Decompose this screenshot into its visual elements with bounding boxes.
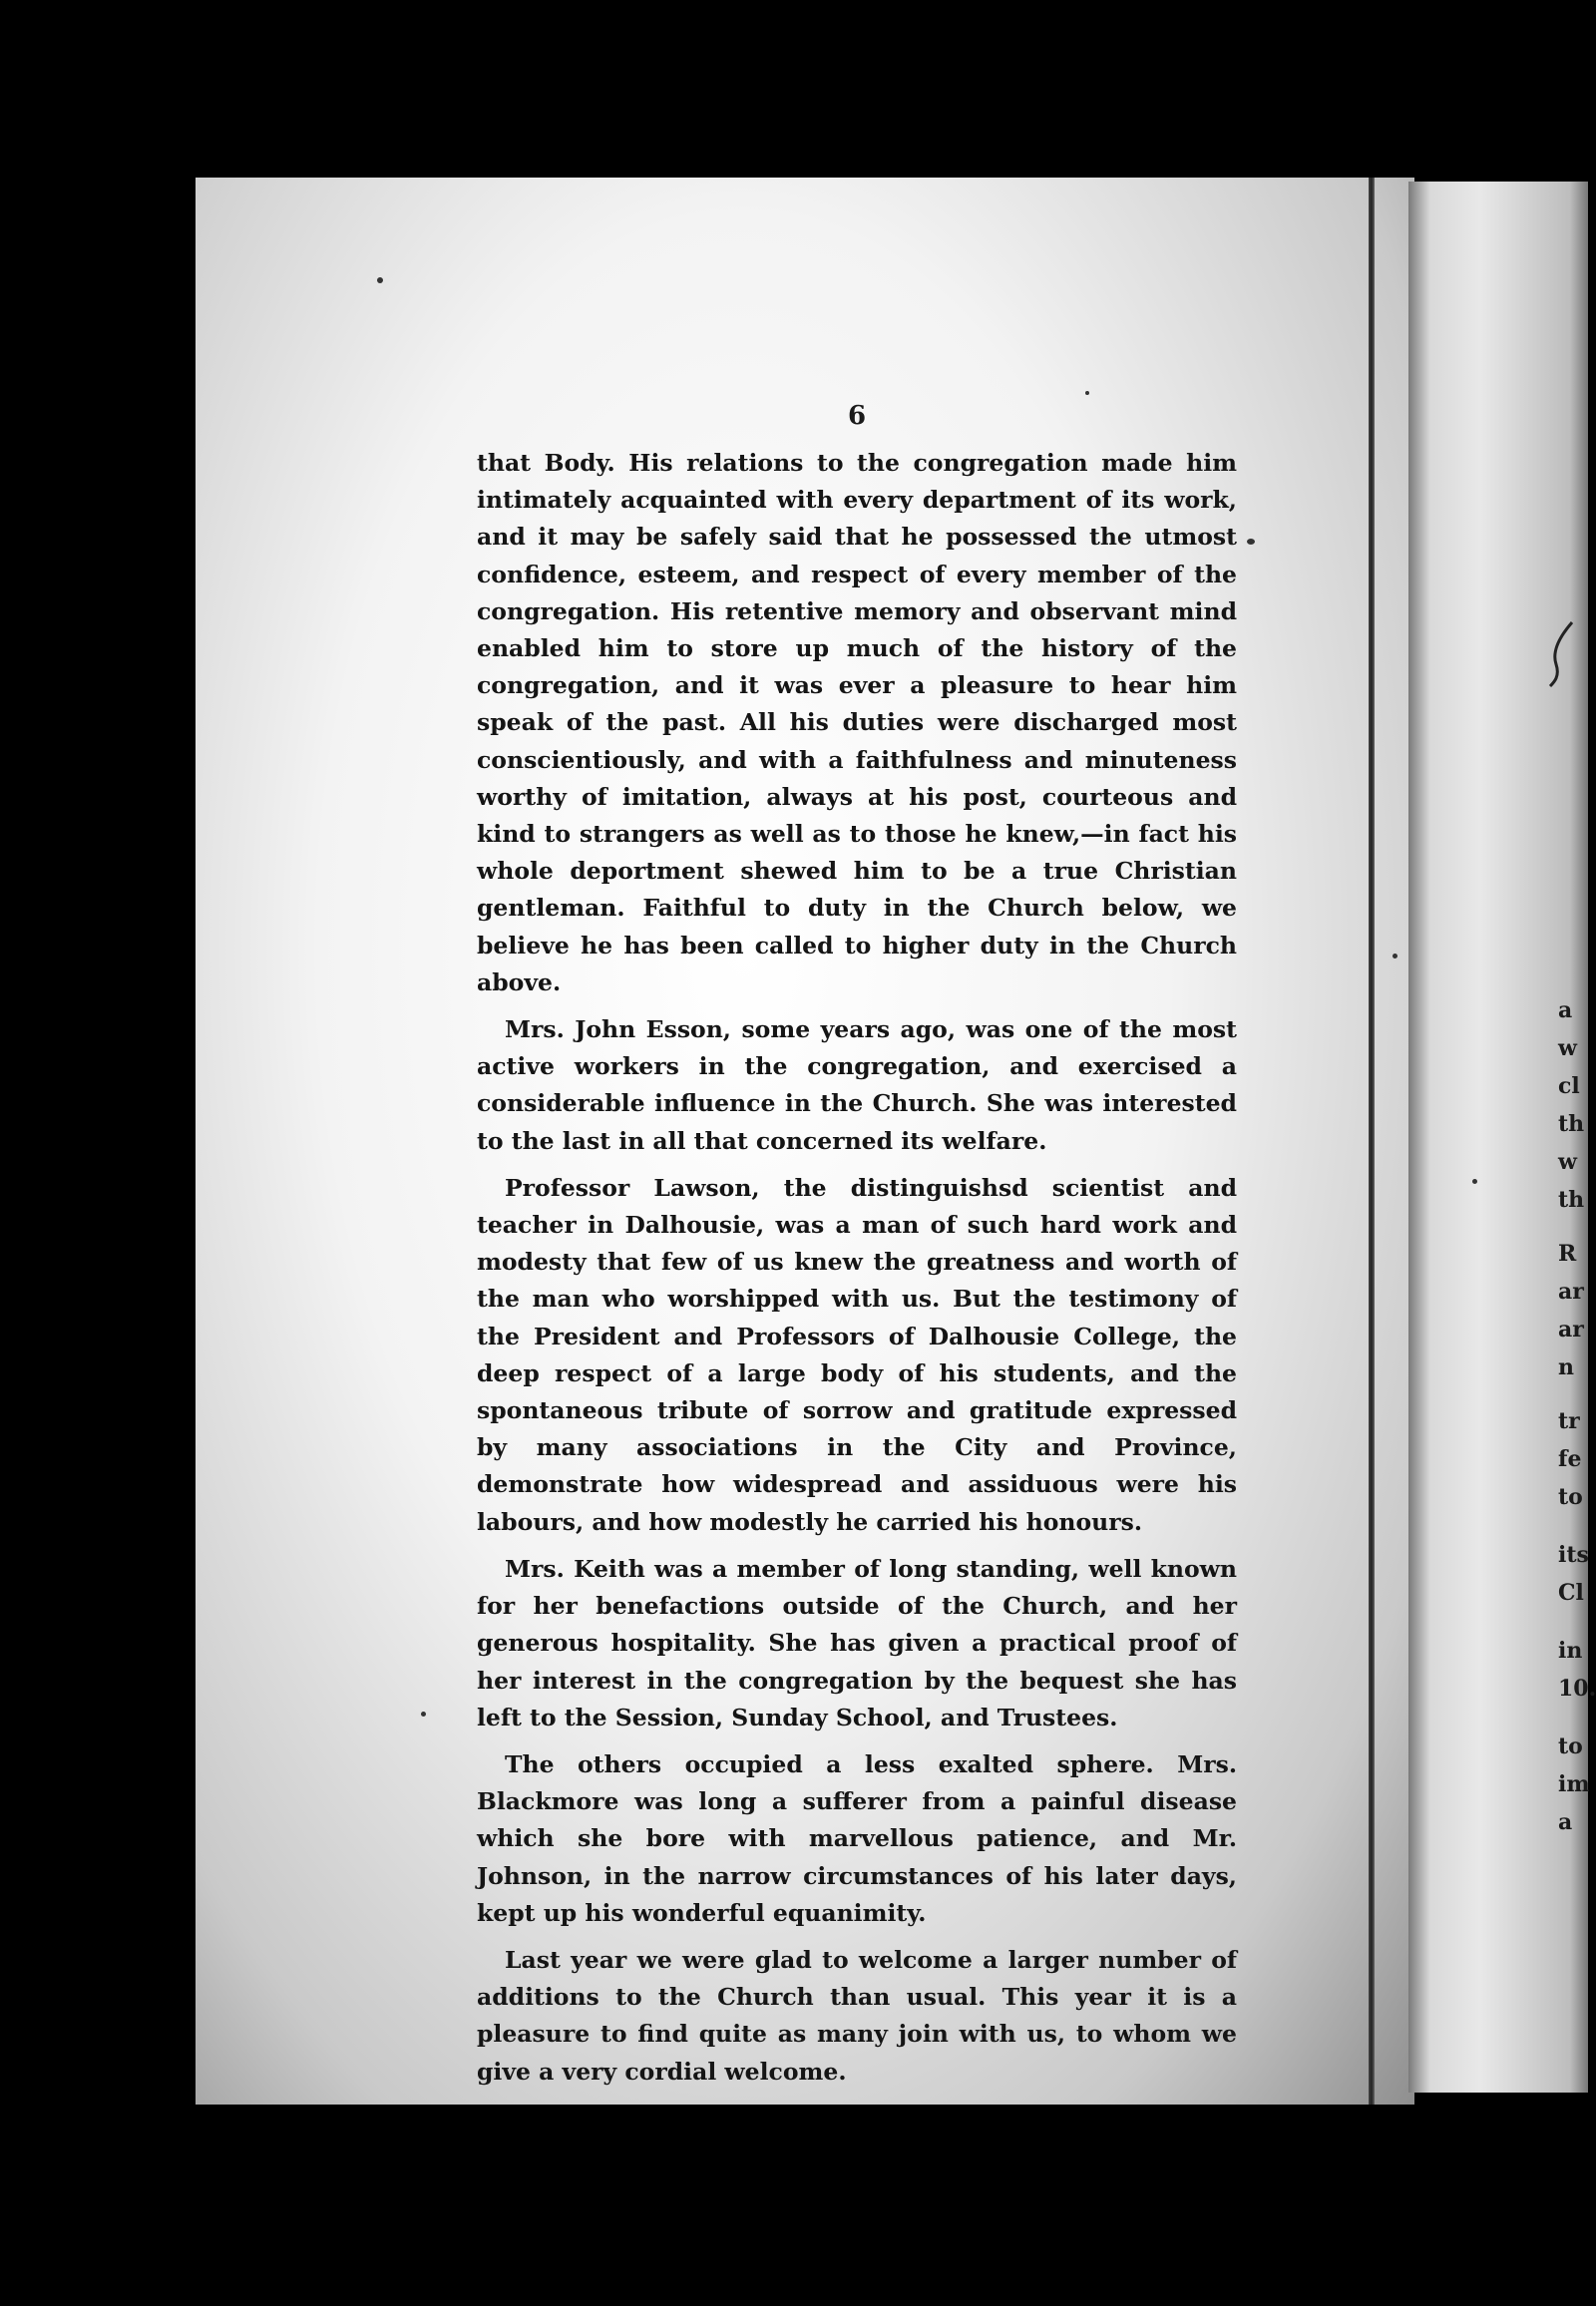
fragment: w bbox=[1558, 1035, 1577, 1061]
page-gutter bbox=[1369, 178, 1375, 2105]
fragment: to bbox=[1558, 1484, 1583, 1510]
speck bbox=[1472, 1179, 1477, 1184]
fragment: to bbox=[1558, 1733, 1583, 1759]
fragment: R bbox=[1558, 1241, 1577, 1267]
speck bbox=[1085, 391, 1089, 395]
fragment: n bbox=[1558, 1354, 1574, 1380]
fragment: th bbox=[1558, 1111, 1585, 1137]
speck bbox=[377, 277, 383, 283]
paragraph-6: Last year we were glad to welcome a larger number of additions to the Church than usual. This year it is a pleasure to find quite as many join with us, to whom we give a very cordial welcome. bbox=[477, 1945, 1237, 2086]
fragment: fe bbox=[1558, 1446, 1582, 1472]
paragraph-5: The others occupied a less exalted sphere. Mrs. Blackmore was long a sufferer from a painful disease which she bore with marvellous patience, and Mr. Johnson, in the narrow circumstances of his later days, kept up his wonderful equanimity. bbox=[477, 1749, 1237, 1927]
page-number: 6 bbox=[848, 401, 867, 431]
fragment: a bbox=[1558, 997, 1573, 1023]
speck bbox=[421, 1712, 426, 1717]
handwritten-mark-icon bbox=[1548, 618, 1578, 688]
fragment: Cl bbox=[1558, 1580, 1584, 1606]
paragraph-2: Mrs. John Esson, some years ago, was one of the most active workers in the congregation, and exercised a considerable influence in the Church. She was interested to the last in all that concerned its welfare. bbox=[477, 1015, 1237, 1155]
fragment: w bbox=[1558, 1149, 1577, 1175]
body-text bbox=[477, 445, 1237, 2101]
paragraph-3: Professor Lawson, the distinguishsd scientist and teacher in Dalhousie, was a man of such hard work and modesty that few of us knew the greatness and worth of the man who worshipped with us. But the testimony of the President and Professors of Dalhousie College, the deep respect of a large body of his students, and the spontaneous tribute of sorrow and gratitude expressed by many associations in the City and Province, demonstrate how widespread and assiduous were his labours, and how modestly he carried his honours. bbox=[477, 1173, 1237, 1536]
fragment: cl bbox=[1558, 1073, 1580, 1099]
paragraph-1: that Body. His relations to the congregation made him intimately acquainted with every department of its work, and it may be safely said that he possessed the utmost confidence, esteem, and respect of every member of the congregation. His retentive memory and observant mind enabled him to store up much of the history of the congregation, and it was ever a pleasure to hear him speak of the past. All his duties were discharged most conscientiously, and with a faithfulness and minuteness worthy of imitation, always at his post, courteous and kind to strangers as well as to those he knew,—in fact his whole deportment shewed him to be a true Christian gentleman. Faithful to duty in the Church below, we believe he has been called to higher duty in the Church above. bbox=[477, 449, 1237, 996]
fragment: ar bbox=[1558, 1317, 1584, 1343]
facing-page bbox=[1408, 182, 1588, 2093]
fragment: its bbox=[1558, 1542, 1589, 1568]
fragment: th bbox=[1558, 1187, 1585, 1213]
paragraph-4: Mrs. Keith was a member of long standing, well known for her benefactions outside of the Church, and her generous hospitality. She has given a practical proof of her interest in the congregation by the bequest she has left to the Session, Sunday School, and Trustees. bbox=[477, 1554, 1237, 1731]
speck bbox=[1393, 954, 1397, 959]
fragment: im bbox=[1558, 1771, 1590, 1797]
fragment: 10. bbox=[1558, 1676, 1596, 1702]
fragment: a bbox=[1558, 1809, 1573, 1835]
fragment: ar bbox=[1558, 1279, 1584, 1305]
fragment: in bbox=[1558, 1638, 1583, 1664]
fragment: tr bbox=[1558, 1408, 1580, 1434]
speck bbox=[1247, 539, 1255, 545]
